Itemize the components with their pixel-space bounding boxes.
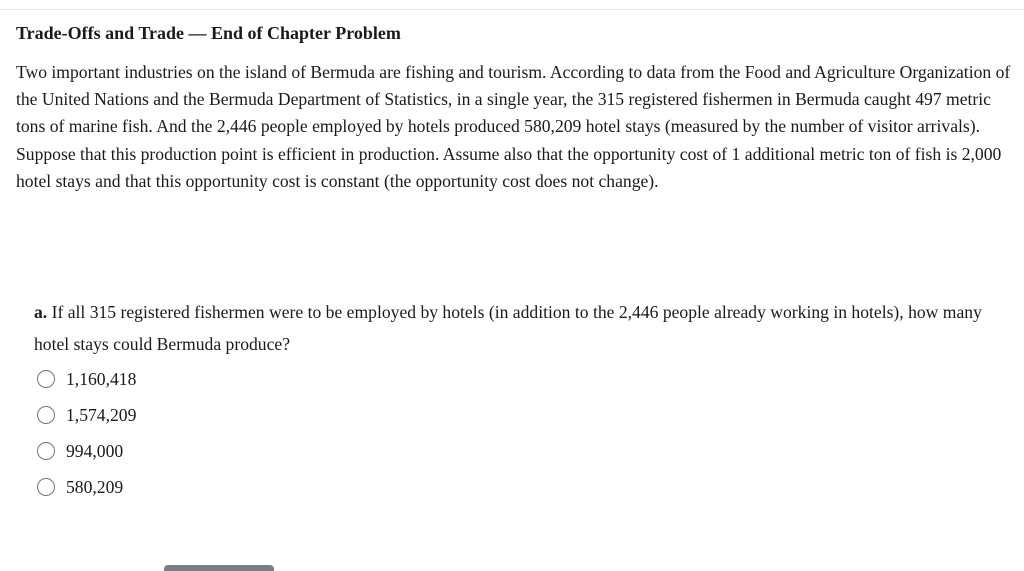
top-divider [0,9,1024,10]
answer-option-label: 1,574,209 [66,405,137,425]
answer-option-4[interactable] [37,469,136,505]
radio-button[interactable] [37,406,55,424]
submit-button[interactable] [164,565,274,571]
radio-button[interactable] [37,478,55,496]
answer-option-3[interactable] [37,433,136,469]
answer-option-label: 1,160,418 [66,369,137,389]
problem-intro: Two important industries on the island of Bermuda are fishing and tourism. According to data from the Food and Agriculture Organization of the United Nations and the Bermuda Department of Statistics, in a single year, the 315 registered fishermen in Bermuda caught 497 metric tons of marine fish. And the 2,446 people employed by hotels produced 580,209 hotel stays (measured by the number of visitor arrivals). Suppose that this production point is efficient in production. Assume also that the opportunity cost of 1 additional metric ton of fish is 2,000 hotel stays and that this opportunity cost is constant (the opportunity cost does not change). [16,62,1011,191]
answer-option-label: 580,209 [66,477,124,497]
answer-option-2[interactable] [37,397,136,433]
question-a [34,296,1009,360]
question-label: a. [34,302,48,322]
answer-option-label: 994,000 [66,441,124,461]
answer-option-1[interactable] [37,361,136,397]
question-text: If all 315 registered fishermen were to be employed by hotels (in addition to the 2,446 people already working in hotels), how many hotel stays could Bermuda produce? [34,302,982,354]
answer-options [37,361,136,505]
radio-button[interactable] [37,370,55,388]
radio-button[interactable] [37,442,55,460]
page-title: Trade-Offs and Trade — End of Chapter Problem [16,23,401,43]
